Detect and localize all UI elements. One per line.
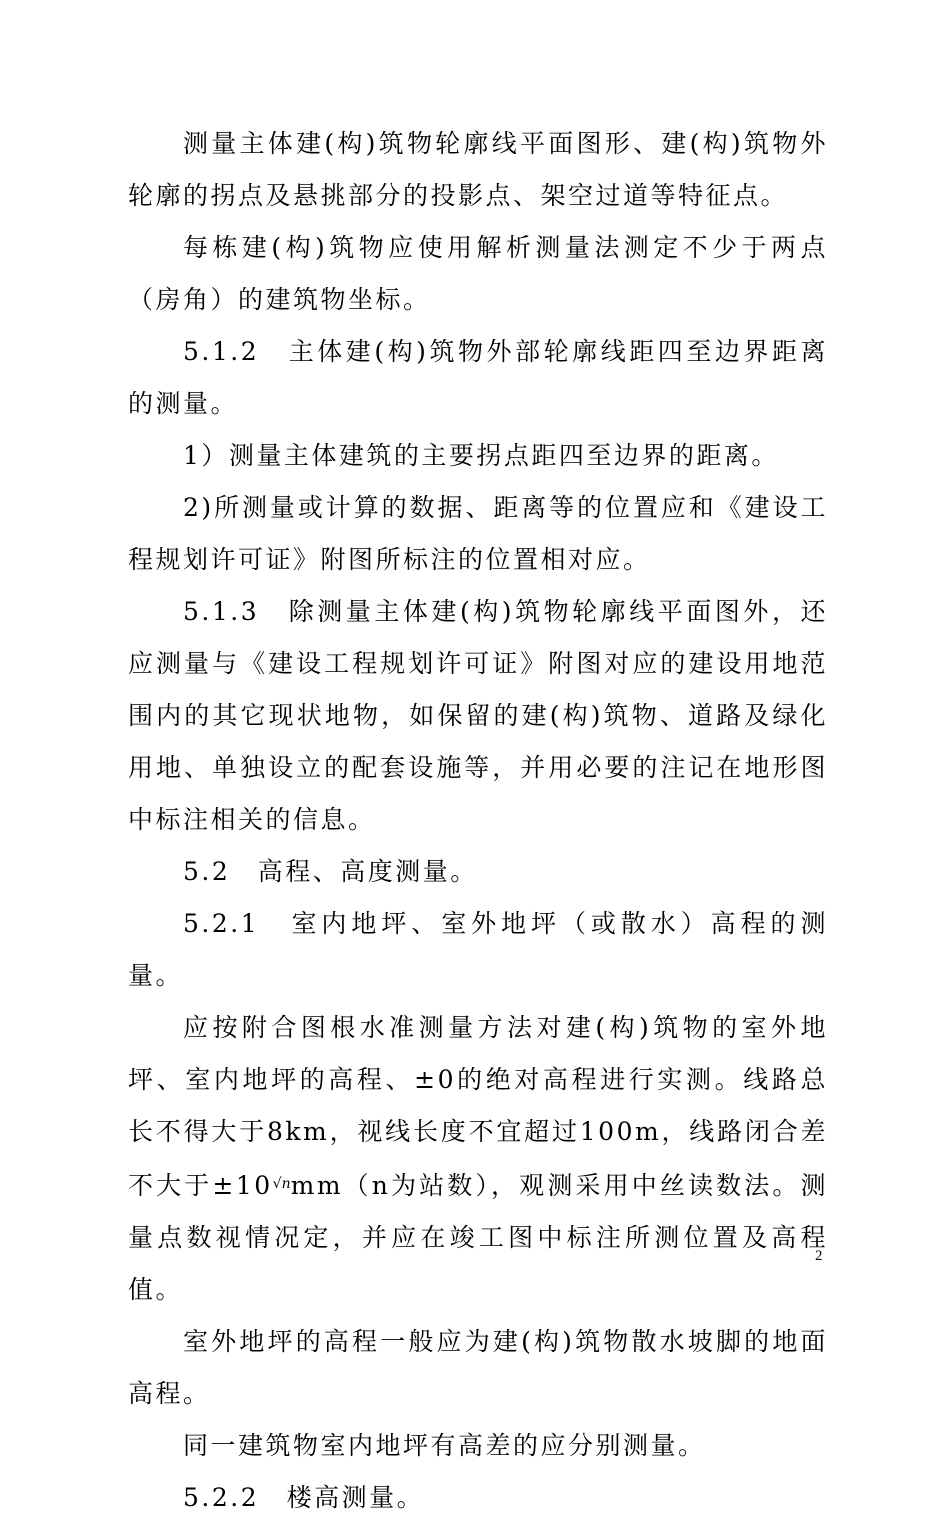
list-item-2: 2)所测量或计算的数据、距离等的位置应和《建设工程规划许可证》附图所标注的位置相对应。 bbox=[128, 493, 828, 574]
paragraph-indoor-difference: 同一建筑物室内地坪有高差的应分别测量。 bbox=[183, 1431, 706, 1460]
heading-5-1-2: 5.1.2 主体建(构)筑物外部轮廓线距四至边界距离的测量。 bbox=[128, 337, 828, 418]
page-number: 2 bbox=[815, 1248, 823, 1264]
paragraph-leveling-method bbox=[128, 1002, 828, 1316]
heading-5-2-2: 5.2.2 楼高测量。 bbox=[183, 1483, 425, 1512]
paragraph-outdoor-elevation: 室外地坪的高程一般应为建(构)筑物散水坡脚的地面高程。 bbox=[128, 1327, 828, 1408]
heading-5-2: 5.2 高程、高度测量。 bbox=[183, 857, 478, 886]
leveling-text-before: 应按附合图根水准测量方法对建(构)筑物的室外地坪、室内地坪的高程、±0的绝对高程进行实测。线路总长不得大于8km，视线长度不宜超过100m，线路闭合差不大于±10 bbox=[128, 1013, 828, 1200]
paragraph-feature-points: 测量主体建(构)筑物轮廓线平面图形、建(构)筑物外轮廓的拐点及悬挑部分的投影点、架空过道等特征点。 bbox=[128, 129, 828, 210]
heading-5-1-3: 5.1.3 除测量主体建(构)筑物轮廓线平面图外，还应测量与《建设工程规划许可证》附图对应的建设用地范围内的其它现状地物，如保留的建(构)筑物、道路及绿化用地、单独设立的配套设施等，并用必要的注记在地形图中标注相关的信息。 bbox=[128, 597, 828, 834]
leveling-text-after: mm（n为站数），观测采用中丝读数法。测量点数视情况定，并应在竣工图中标注所测位置及高程值。 bbox=[128, 1171, 829, 1304]
list-item-1: 1）测量主体建筑的主要拐点距四至边界的距离。 bbox=[183, 441, 779, 470]
sqrt-n-formula: √n bbox=[272, 1176, 291, 1192]
heading-5-2-1: 5.2.1 室内地坪、室外地坪（或散水）高程的测量。 bbox=[128, 909, 828, 990]
document-body bbox=[128, 118, 828, 1524]
paragraph-building-coordinates: 每栋建(构)筑物应使用解析测量法测定不少于两点（房角）的建筑物坐标。 bbox=[128, 233, 828, 314]
